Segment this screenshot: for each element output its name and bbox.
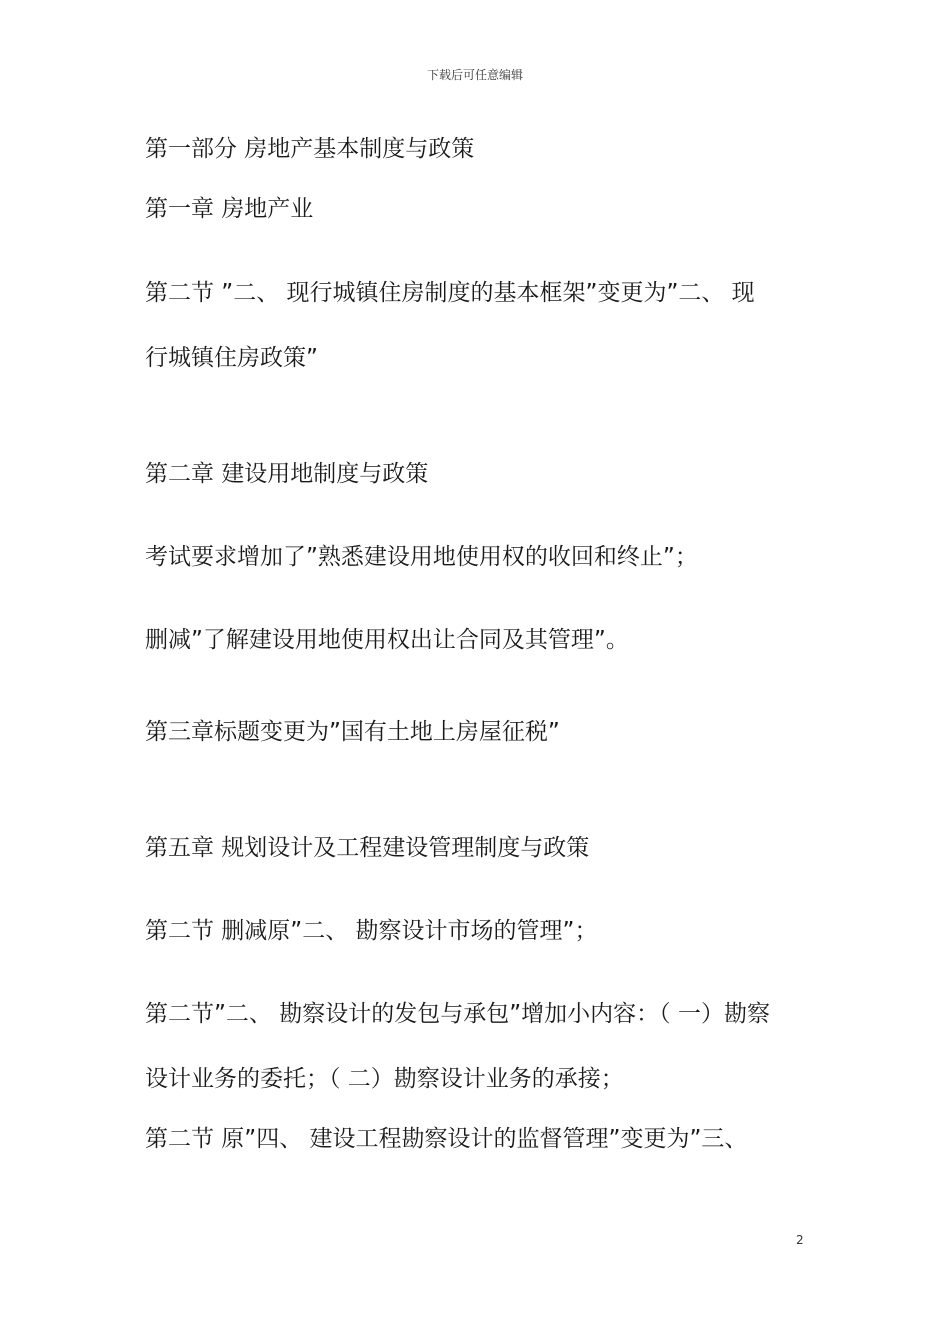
- line-exam-added: 考试要求增加了”熟悉建设用地使用权的收回和终止”；: [145, 544, 698, 570]
- line-chapter-3: 第三章标题变更为”国有土地上房屋征税”: [145, 719, 560, 745]
- line-removed: 删减”了解建设用地使用权出让合同及其管理”。: [145, 627, 629, 653]
- line-chapter-1: 第一章 房地产业: [145, 196, 314, 222]
- line-part-title: 第一部分 房地产基本制度与政策: [145, 136, 475, 162]
- line-section-2-b: 行城镇住房政策”: [145, 345, 318, 371]
- line-chapter-2: 第二章 建设用地制度与政策: [145, 461, 429, 487]
- line-section-2-changed: 第二节 原”四、 建设工程勘察设计的监督管理”变更为”三、: [145, 1126, 748, 1152]
- line-chapter-5: 第五章 规划设计及工程建设管理制度与政策: [145, 835, 590, 861]
- line-section-2-removed: 第二节 删减原”二、 勘察设计市场的管理”；: [145, 918, 598, 944]
- line-section-2-added-a: 第二节”二、 勘察设计的发包与承包”增加小内容：（ 一）勘察: [145, 1001, 770, 1027]
- page-header: 下载后可任意编辑: [426, 68, 523, 82]
- line-section-2-a: 第二节 ”二、 现行城镇住房制度的基本框架”变更为”二、 现: [145, 280, 755, 306]
- line-section-2-added-b: 设计业务的委托；（ 二）勘察设计业务的承接；: [145, 1066, 624, 1092]
- page-number: 2: [796, 1233, 804, 1247]
